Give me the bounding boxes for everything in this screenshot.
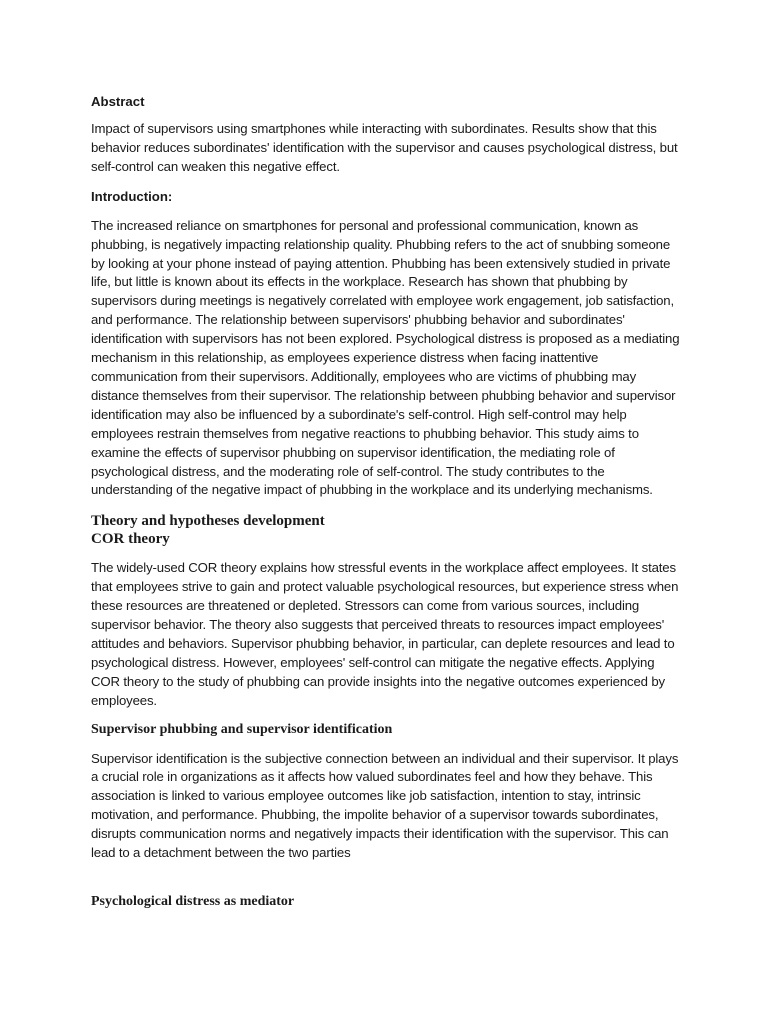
document-page bbox=[91, 92, 681, 911]
supervisor-identification-paragraph: Supervisor identification is the subjective connection between an individual and their supervisor. It plays a crucial role in organizations as it affects how valued subordinates feel and how they behave. This association is linked to various employee outcomes like job satisfaction, intention to stay, intrinsic motivation, and performance. Phubbing, the impolite behavior of a supervisor towards subordinates, disrupts communication norms and negatively impacts their identification with the supervisor. This can lead to a detachment between the two parties bbox=[91, 750, 679, 861]
theory-heading: Theory and hypotheses development bbox=[91, 513, 325, 530]
cor-theory-heading: COR theory bbox=[91, 531, 170, 548]
abstract-paragraph: Impact of supervisors using smartphones while interacting with subordinates. Results show that this behavior reduces subordinates' identification with the supervisor and causes psychological distress, but self-control can weaken this negative effect. bbox=[91, 121, 678, 174]
abstract-heading: Abstract bbox=[91, 94, 145, 109]
psychological-distress-heading: Psychological distress as mediator bbox=[91, 894, 295, 909]
supervisor-identification-heading: Supervisor phubbing and supervisor identification bbox=[91, 721, 393, 737]
cor-theory-paragraph: The widely-used COR theory explains how stressful events in the workplace affect employees. It states that employees strive to gain and protect valuable psychological resources, but experience stress when these resources are threatened or depleted. Stressors can come from various sources, including supervisor behavior. The theory also suggests that perceived threats to resources impact employees' attitudes and behaviors. Supervisor phubbing behavior, in particular, can deplete resources and lead to psychological distress. However, employees' self-control can mitigate the negative effects. Applying COR theory to the study of phubbing can provide insights into the negative outcomes experienced by employees. bbox=[91, 560, 679, 708]
introduction-heading: Introduction: bbox=[91, 188, 173, 204]
introduction-paragraph: The increased reliance on smartphones for personal and professional communication, known as phubbing, is negatively impacting relationship quality. Phubbing refers to the act of snubbing someone by looking at your phone instead of paying attention. Phubbing has been extensively studied in private life, but little is known about its effects in the workplace. Research has shown that phubbing by supervisors during meetings is negatively correlated with employee work engagement, job satisfaction, and performance. The relationship between supervisors' phubbing behavior and subordinates' identification with supervisors has not been explored. Psychological distress is proposed as a mediating mechanism in this relationship, as employees experience distress when facing inattentive communication from their supervisors. Additionally, employees who are victims of phubbing may distance themselves from their supervisor. The relationship between phubbing behavior and supervisor identification may also be influenced by a subordinate's self-control. High self-control may help employees restrain themselves from negative reactions to phubbing behavior. This study aims to examine the effects of supervisor phubbing on supervisor identification, the mediating role of psychological distress, and the moderating role of self-control. The study contributes to the understanding of the negative impact of phubbing in the workplace and its underlying mechanisms. bbox=[91, 217, 680, 498]
